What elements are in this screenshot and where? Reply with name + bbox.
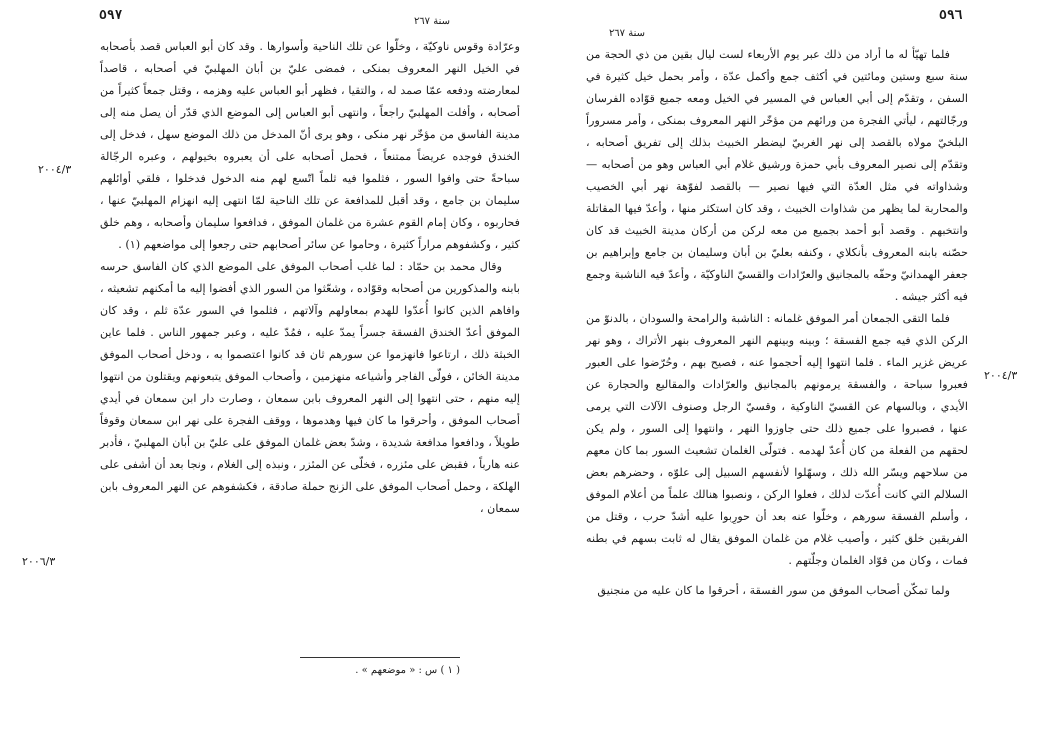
paragraph: وعرّادة وقوس ناوكيّة ، وخلّوا عن تلك الناحية وأسوارها . وقد كان أبو العباس قصد بأصحابه في الخيل النهر المعروف بمنكى ، فمضى عليّ بن أبان المهلبيّ في أصحابه ، قاصداً لمعارضته ودفعه عمّا صمد له ، والتقيا ، فظهر أبو العباس عليه وهزمه ، وقتل جمعاً كثيراً من أصحابه ، وأفلت المهلبيّ راجعاً ، وانتهى أبو العباس إلى الموضع الذي قدّر أن يصل منه إلى مدينة الفاسق من مؤخّر نهر منكى ، وهو يرى أنّ المدخل من ذلك الموضع سهل ، فدخل إلى الخندق فوجده عريضاً ممتنعاً ، فحمل أصحابه على أن يعبروه بخيولهم ، وعبره الرجّالة سباحةً حتى وافوا السور ، فثلموا فيه ثلماً اتّسع لهم منه الدخول فدخلوا ، فلقي أوائلهم سليمان بن جامع ، وقد أقبل للمدافعة عن تلك الناحية لمّا انتهى إليه انهزام المهلبيّ عنها ، فحاربوه ، وكان إمام القوم عشرة من غلمان الموفق ، فدافعوا سليمان وأصحابه ، وهم خلق كثير ، وكشفوهم مراراً كثيرة ، وحاموا عن سائر أصحابهم حتى رجعوا إلى مواضعهم (١) . — [100, 40, 520, 251]
running-head: سنة ٢٦٧ — [608, 28, 645, 39]
paragraph: فلما التقى الجمعان أمر الموفق غلمانه : الناشبة والرامحة والسودان ، بالدنوّ من الركن الذي فيه جمع الفسقة ؛ وبينه وبينهم النهر المعروف بنهر الأتراك ، وهو نهر عريض غزير الماء . فلما انتهوا إليه أحجموا عنه ، فصيح بهم ، وحُرّضوا على العبور فعبروا سباحة ، والفسقة يرمونهم بالمجانيق والعرّادات والمقاليع والحجارة عن الأيدي ، وبالسهام عن القسيّ الناوكية ، وقسيّ الرجل وصنوف الآلات التي يرمى عنها ، فصبروا على جميع ذلك حتى جاوزوا النهر ، وانتهوا إلى السور ، ولم يكن لحقهم من الفعلة من كان أُعدّ لهدمه . فتولّى الغلمان تشعيث السور بما كان معهم من سلاحهم ويسّر الله ذلك ، وسهّلوا لأنفسهم السبيل إلى علوّه ، وحضرهم بعض السلالم التي كانت أُعدّت لذلك ، فعلوا الركن ، ونصبوا هنالك علماً من أعلام الموفق ، وأسلم الفسقة سورهم ، وخلّوا عنه بعد أن حورِبوا عليه أشدّ حرب ، وقتل من الفريقين خلق كثير ، وأصيب غلام من غلمان الموفق يقال له ثابت بسهم في بطنه فمات ، وكان من قوّاد الغلمان وجلّتهم . — [586, 312, 968, 567]
page-number: ٥٩٧ — [99, 8, 123, 23]
margin-note: ٢٠٠٤/٣ — [38, 163, 72, 176]
margin-note: ٢٠٠٤/٣ — [984, 369, 1018, 382]
running-head: سنة ٢٦٧ — [413, 16, 450, 27]
body-text — [100, 36, 520, 520]
paragraph: ولما تمكّن أصحاب الموفق من سور الفسقة ، أحرقوا ما كان عليه من منجنيق — [597, 584, 950, 597]
paragraph: فلما تهيّأ له ما أراد من ذلك عبر يوم الأربعاء لست ليال بقين من ذي الحجة من سنة سبع وستين ومائتين في أكثف جمع وأكمل عدّة ، وأمر بحمل خيل كثيرة في السفن ، وتقدّم إلى أبي العباس في المسير في الخيل ومعه جميع قوّاده الفرسان ورجّالتهم ، ليأتي الفجرة من ورائهم من مؤخّر النهر المعروف بمنكى ، وأمر مسروراً البلخيّ مولاه بالقصد إلى نهر الغربيّ ليضطر الخبيث بذلك إلى تفريق أصحابه ، وتقدّم إلى نصير المعروف بأبي حمزة ورشيق غلام أبي العباس وهو من أصحابه — وشذاواته في مثل العدّة التي فيها نصير — بالقصد لفوّهة نهر أبي الخصيب والمحاربة لما يظهر من شذاوات الخبيث ، وقد كان استكثر منها ، وأعدّ فيها المقاتلة وانتخبهم . وقصد أبو أحمد بجميع من معه لركن من أركان مدينة الخبيث قد كان حصّنه بابنه المعروف بأنكلاي ، وكنفه بعليّ بن أبان وسليمان بن جامع وإبراهيم بن جعفر الهمدانيّ وحفّه بالمجانيق والعرّادات والقسيّ الناوكيّة ، وأعدّ فيه الناشبة وجمع فيه أكثر جيشه . — [586, 48, 968, 303]
body-text — [586, 44, 968, 602]
footnote-rule — [300, 657, 460, 658]
right-page — [529, 0, 1058, 729]
paragraph: وقال محمد بن حمّاد : لما غلب أصحاب الموفق على الموضع الذي كان الفاسق حرسه بابنه والمذكورين من أصحابه وقوّاده ، وشعّثوا من السور الذي أفضوا إليه ما أمكنهم تشعيثه ، وافاهم الذين كانوا أُعدّوا للهدم بمعاولهم وآلاتهم ، فثلموا في السور عدّة ثلم ، وقد كان الموفق أعدّ الخندق الفسقة جسراً يمدّ عليه ، فمُدّ عليه ، وعبر جمهور الناس . فلما عاين الخبثة ذلك ، ارتاعوا فانهزموا عن سورهم ثان قد كانوا اعتصموا به ، ودخل أصحاب الموفق مدينة الخائن ، فولّى الفاجر وأشياعه منهزمين ، وأصحاب الموفق يتبعونهم ويقتلون من انتهوا إليه منهم ، حتى انتهوا إلى النهر المعروف بابن سمعان ، وصارت دار ابن سمعان في أيدي أصحاب الموفق ، وأحرقوا ما كان فيها وهدموها ، ووقف الفجرة على نهر ابن سمعان وقوفاً طويلاً ، ودافعوا مدافعة شديدة ، وشدّ بعض غلمان الموفق على عليّ بن أبان المهلبيّ ، فأدبر عنه هارباً ، فقبض على مئزره ، فخلّى عن المئزر ، ونبذه إلى الغلام ، ونجا بعد أن أشفى على الهلكة ، وحمل أصحاب الموفق على الزنج حملة صادقة ، فكشفوهم عن النهر المعروف بابن سمعان ، — [100, 260, 520, 515]
footnote: ( ١ ) س : « موضعهم » . — [355, 665, 460, 676]
margin-note: ٢٠٠٦/٣ — [22, 555, 56, 568]
page-number: ٥٩٦ — [939, 8, 963, 23]
